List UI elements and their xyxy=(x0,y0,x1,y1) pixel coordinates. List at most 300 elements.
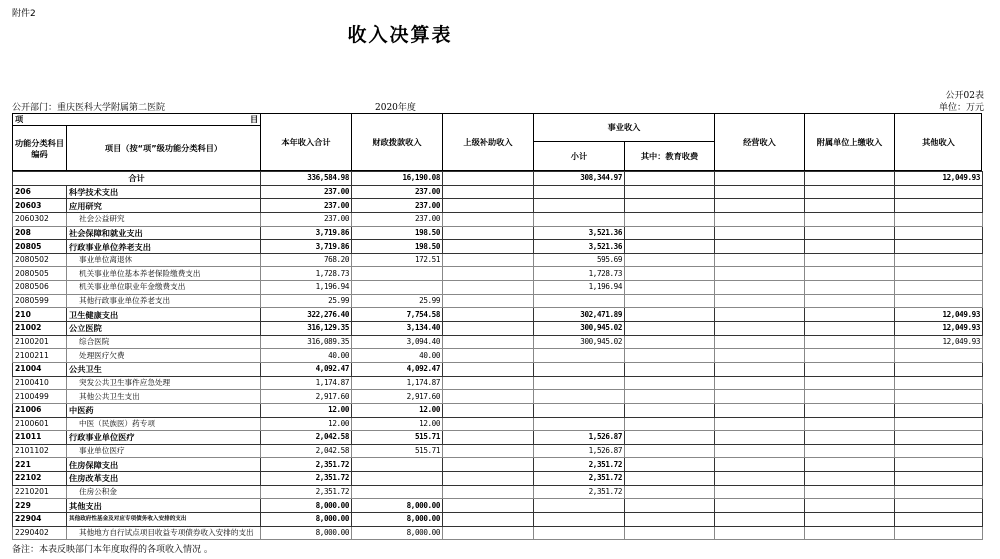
cell-subtotal: 2,351.72 xyxy=(534,485,625,499)
cell-subtotal: 1,196.94 xyxy=(534,281,625,295)
header-item: 项 xyxy=(15,114,24,124)
cell-total: 237.00 xyxy=(261,212,352,226)
cell-other xyxy=(895,212,983,226)
header-other: 其他收入 xyxy=(894,113,982,171)
footnote: 备注：本表反映部门本年度取得的各项收入情况 。 xyxy=(12,545,213,555)
cell-subtotal xyxy=(534,294,625,308)
table-row xyxy=(13,267,983,281)
cell-total: 1,728.73 xyxy=(261,267,352,281)
header-subtotal: 小计 xyxy=(533,141,624,171)
cell-affiliated xyxy=(805,499,895,513)
cell-fiscal: 8,000.00 xyxy=(352,513,443,527)
cell-subsidy xyxy=(443,417,534,431)
cell-operating xyxy=(715,294,805,308)
cell-total: 2,042.58 xyxy=(261,431,352,445)
cell-education xyxy=(625,485,715,499)
table-row xyxy=(13,417,983,431)
cell-education xyxy=(625,199,715,213)
cell-fiscal: 172.51 xyxy=(352,253,443,267)
cell-subsidy xyxy=(443,267,534,281)
table-row xyxy=(13,349,983,363)
cell-code: 20805 xyxy=(13,240,67,254)
cell-name: 公立医院 xyxy=(67,322,261,336)
cell-name: 行政事业单位养老支出 xyxy=(67,240,261,254)
cell-operating xyxy=(715,444,805,458)
cell-operating xyxy=(715,376,805,390)
table-row xyxy=(13,513,983,527)
cell-subtotal xyxy=(534,212,625,226)
cell-subsidy xyxy=(443,431,534,445)
cell-other xyxy=(895,185,983,199)
table-row xyxy=(13,308,983,322)
cell-code: 2080599 xyxy=(13,294,67,308)
cell-affiliated xyxy=(805,322,895,336)
cell-fiscal xyxy=(352,267,443,281)
cell-operating xyxy=(715,322,805,336)
cell-operating xyxy=(715,499,805,513)
header-name: 项目（按“项”级功能分类科目） xyxy=(66,125,260,171)
cell-other xyxy=(895,458,983,472)
cell-other: 12,049.93 xyxy=(895,172,983,186)
cell-name: 住房公积金 xyxy=(67,485,261,499)
cell-operating xyxy=(715,431,805,445)
cell-fiscal: 3,134.40 xyxy=(352,322,443,336)
cell-subtotal xyxy=(534,526,625,540)
cell-subsidy xyxy=(443,199,534,213)
cell-subsidy xyxy=(443,281,534,295)
cell-name: 其他支出 xyxy=(67,499,261,513)
table-row xyxy=(13,362,983,376)
cell-subtotal xyxy=(534,417,625,431)
table-row xyxy=(13,485,983,499)
cell-total: 40.00 xyxy=(261,349,352,363)
cell-name: 社会保障和就业支出 xyxy=(67,226,261,240)
cell-other xyxy=(895,513,983,527)
cell-operating xyxy=(715,212,805,226)
page-title: 收入决算表 xyxy=(347,24,453,46)
cell-other xyxy=(895,444,983,458)
cell-fiscal xyxy=(352,458,443,472)
cell-name: 中医（民族医）药专项 xyxy=(67,417,261,431)
cell-operating xyxy=(715,308,805,322)
cell-education xyxy=(625,281,715,295)
cell-name: 科学技术支出 xyxy=(67,185,261,199)
cell-affiliated xyxy=(805,172,895,186)
cell-education xyxy=(625,212,715,226)
cell-operating xyxy=(715,226,805,240)
cell-affiliated xyxy=(805,240,895,254)
cell-total: 2,351.72 xyxy=(261,458,352,472)
cell-subsidy xyxy=(443,253,534,267)
cell-fiscal xyxy=(352,485,443,499)
cell-fiscal: 1,174.87 xyxy=(352,376,443,390)
cell-fiscal: 198.50 xyxy=(352,240,443,254)
cell-operating xyxy=(715,185,805,199)
cell-total: 12.00 xyxy=(261,417,352,431)
cell-name: 机关事业单位职业年金缴费支出 xyxy=(67,281,261,295)
year-label: 2020年度 xyxy=(375,103,416,113)
cell-other xyxy=(895,294,983,308)
cell-other xyxy=(895,253,983,267)
cell-operating xyxy=(715,349,805,363)
cell-other xyxy=(895,417,983,431)
cell-other xyxy=(895,403,983,417)
attachment-label: 附件2 xyxy=(12,9,36,19)
table-row xyxy=(13,526,983,540)
cell-code: 2290402 xyxy=(13,526,67,540)
cell-operating xyxy=(715,390,805,404)
cell-fiscal: 198.50 xyxy=(352,226,443,240)
cell-subtotal xyxy=(534,199,625,213)
cell-operating xyxy=(715,199,805,213)
cell-operating xyxy=(715,362,805,376)
cell-subsidy xyxy=(443,390,534,404)
cell-code: 229 xyxy=(13,499,67,513)
cell-total: 1,174.87 xyxy=(261,376,352,390)
cell-education xyxy=(625,335,715,349)
cell-education xyxy=(625,267,715,281)
cell-other xyxy=(895,376,983,390)
cell-total: 12.00 xyxy=(261,403,352,417)
cell-other xyxy=(895,431,983,445)
cell-total: 768.20 xyxy=(261,253,352,267)
cell-education xyxy=(625,294,715,308)
table-row xyxy=(13,253,983,267)
cell-fiscal: 237.00 xyxy=(352,185,443,199)
cell-subsidy xyxy=(443,458,534,472)
cell-education xyxy=(625,403,715,417)
cell-affiliated xyxy=(805,417,895,431)
cell-fiscal: 12.00 xyxy=(352,417,443,431)
cell-other xyxy=(895,472,983,486)
cell-affiliated xyxy=(805,485,895,499)
cell-code: 210 xyxy=(13,308,67,322)
cell-other xyxy=(895,281,983,295)
cell-code: 2101102 xyxy=(13,444,67,458)
cell-fiscal: 7,754.58 xyxy=(352,308,443,322)
cell-other xyxy=(895,240,983,254)
cell-subtotal xyxy=(534,185,625,199)
cell-code: 206 xyxy=(13,185,67,199)
cell-fiscal: 515.71 xyxy=(352,431,443,445)
cell-total: 1,196.94 xyxy=(261,281,352,295)
cell-education xyxy=(625,376,715,390)
cell-fiscal: 40.00 xyxy=(352,349,443,363)
cell-education xyxy=(625,322,715,336)
cell-name: 应用研究 xyxy=(67,199,261,213)
cell-fiscal: 2,917.60 xyxy=(352,390,443,404)
cell-fiscal: 12.00 xyxy=(352,403,443,417)
cell-code: 2100410 xyxy=(13,376,67,390)
cell-subtotal: 308,344.97 xyxy=(534,172,625,186)
cell-subtotal xyxy=(534,349,625,363)
cell-operating xyxy=(715,281,805,295)
table-row xyxy=(13,403,983,417)
cell-name: 社会公益研究 xyxy=(67,212,261,226)
cell-subsidy xyxy=(443,349,534,363)
table-row xyxy=(13,226,983,240)
cell-subtotal xyxy=(534,513,625,527)
cell-affiliated xyxy=(805,199,895,213)
cell-code: 20603 xyxy=(13,199,67,213)
cell-name: 其他地方自行试点项目收益专项债券收入安排的支出 xyxy=(67,526,261,540)
cell-education xyxy=(625,240,715,254)
cell-affiliated xyxy=(805,362,895,376)
cell-code: 2100211 xyxy=(13,349,67,363)
cell-name: 综合医院 xyxy=(67,335,261,349)
cell-subtotal xyxy=(534,499,625,513)
cell-affiliated xyxy=(805,390,895,404)
cell-total: 322,276.40 xyxy=(261,308,352,322)
cell-education xyxy=(625,513,715,527)
cell-total: 2,917.60 xyxy=(261,390,352,404)
cell-code: 221 xyxy=(13,458,67,472)
cell-affiliated xyxy=(805,472,895,486)
cell-operating xyxy=(715,240,805,254)
cell-education xyxy=(625,226,715,240)
cell-subtotal: 3,521.36 xyxy=(534,226,625,240)
unit-label: 单位：万元 xyxy=(938,103,984,113)
cell-total: 316,089.35 xyxy=(261,335,352,349)
cell-affiliated xyxy=(805,294,895,308)
table-row xyxy=(13,458,983,472)
cell-fiscal: 515.71 xyxy=(352,444,443,458)
cell-other xyxy=(895,485,983,499)
cell-code: 22904 xyxy=(13,513,67,527)
cell-fiscal: 8,000.00 xyxy=(352,499,443,513)
header-career: 事业收入 xyxy=(533,113,714,141)
cell-subsidy xyxy=(443,444,534,458)
table-row xyxy=(13,390,983,404)
cell-affiliated xyxy=(805,431,895,445)
cell-other xyxy=(895,499,983,513)
cell-affiliated xyxy=(805,185,895,199)
cell-code: 2100201 xyxy=(13,335,67,349)
cell-subtotal: 2,351.72 xyxy=(534,472,625,486)
cell-subsidy xyxy=(443,322,534,336)
income-table xyxy=(12,171,983,540)
table-row xyxy=(13,499,983,513)
cell-subtotal: 3,521.36 xyxy=(534,240,625,254)
cell-subsidy xyxy=(443,226,534,240)
cell-education xyxy=(625,458,715,472)
cell-code: 2080506 xyxy=(13,281,67,295)
cell-name: 处理医疗欠费 xyxy=(67,349,261,363)
cell-affiliated xyxy=(805,308,895,322)
cell-total: 2,042.58 xyxy=(261,444,352,458)
department-label: 公开部门：重庆医科大学附属第二医院 xyxy=(12,103,166,113)
cell-subsidy xyxy=(443,485,534,499)
cell-fiscal: 237.00 xyxy=(352,199,443,213)
table-row xyxy=(13,212,983,226)
cell-affiliated xyxy=(805,349,895,363)
cell-fiscal: 4,092.47 xyxy=(352,362,443,376)
cell-affiliated xyxy=(805,513,895,527)
cell-total: 4,092.47 xyxy=(261,362,352,376)
cell-total: 8,000.00 xyxy=(261,499,352,513)
cell-subsidy xyxy=(443,335,534,349)
cell-affiliated xyxy=(805,253,895,267)
cell-total: 3,719.86 xyxy=(261,226,352,240)
cell-fiscal: 16,190.08 xyxy=(352,172,443,186)
cell-subsidy xyxy=(443,526,534,540)
cell-operating xyxy=(715,417,805,431)
table-row xyxy=(13,322,983,336)
cell-name: 其他行政事业单位养老支出 xyxy=(67,294,261,308)
cell-other: 12,049.93 xyxy=(895,308,983,322)
cell-name: 中医药 xyxy=(67,403,261,417)
cell-education xyxy=(625,172,715,186)
cell-other: 12,049.93 xyxy=(895,322,983,336)
cell-education xyxy=(625,390,715,404)
table-header xyxy=(12,113,982,171)
cell-code: 2080505 xyxy=(13,267,67,281)
cell-other xyxy=(895,526,983,540)
cell-subsidy xyxy=(443,212,534,226)
cell-name: 突发公共卫生事件应急处理 xyxy=(67,376,261,390)
cell-code: 2080502 xyxy=(13,253,67,267)
header-fiscal: 财政拨款收入 xyxy=(351,113,442,171)
cell-fiscal xyxy=(352,281,443,295)
cell-operating xyxy=(715,172,805,186)
cell-code: 2060302 xyxy=(13,212,67,226)
table-row xyxy=(13,199,983,213)
cell-other xyxy=(895,267,983,281)
table-row xyxy=(13,444,983,458)
cell-operating xyxy=(715,403,805,417)
cell-name: 合计 xyxy=(13,172,261,186)
cell-education xyxy=(625,417,715,431)
table-row xyxy=(13,240,983,254)
cell-subsidy xyxy=(443,294,534,308)
cell-total: 316,129.35 xyxy=(261,322,352,336)
cell-name: 公共卫生 xyxy=(67,362,261,376)
cell-name: 其他政府性基金及对应专项债务收入安排的支出 xyxy=(67,513,261,527)
cell-subtotal xyxy=(534,362,625,376)
cell-education xyxy=(625,444,715,458)
cell-name: 事业单位医疗 xyxy=(67,444,261,458)
table-row xyxy=(13,185,983,199)
cell-code: 21002 xyxy=(13,322,67,336)
cell-subsidy xyxy=(443,403,534,417)
cell-affiliated xyxy=(805,281,895,295)
cell-subsidy xyxy=(443,376,534,390)
cell-total: 237.00 xyxy=(261,199,352,213)
cell-affiliated xyxy=(805,403,895,417)
cell-code: 2210201 xyxy=(13,485,67,499)
cell-total: 2,351.72 xyxy=(261,472,352,486)
cell-total: 3,719.86 xyxy=(261,240,352,254)
table-row xyxy=(13,294,983,308)
cell-other xyxy=(895,349,983,363)
form-number: 公开02表 xyxy=(945,91,984,101)
cell-operating xyxy=(715,253,805,267)
cell-subtotal: 300,945.02 xyxy=(534,335,625,349)
cell-subtotal: 300,945.02 xyxy=(534,322,625,336)
header-item-cell xyxy=(12,113,260,125)
cell-subtotal: 1,526.87 xyxy=(534,431,625,445)
table-row xyxy=(13,281,983,295)
cell-operating xyxy=(715,267,805,281)
cell-total: 8,000.00 xyxy=(261,526,352,540)
cell-subtotal: 2,351.72 xyxy=(534,458,625,472)
cell-education xyxy=(625,349,715,363)
header-affiliated: 附属单位上缴收入 xyxy=(804,113,894,171)
header-total: 本年收入合计 xyxy=(260,113,351,171)
cell-code: 21004 xyxy=(13,362,67,376)
cell-name: 事业单位离退休 xyxy=(67,253,261,267)
cell-other xyxy=(895,362,983,376)
cell-subtotal: 1,728.73 xyxy=(534,267,625,281)
cell-subsidy xyxy=(443,513,534,527)
cell-subtotal: 302,471.89 xyxy=(534,308,625,322)
cell-affiliated xyxy=(805,376,895,390)
cell-name: 行政事业单位医疗 xyxy=(67,431,261,445)
cell-total: 8,000.00 xyxy=(261,513,352,527)
cell-affiliated xyxy=(805,226,895,240)
cell-operating xyxy=(715,513,805,527)
cell-subtotal xyxy=(534,403,625,417)
table-row xyxy=(13,431,983,445)
cell-education xyxy=(625,362,715,376)
cell-education xyxy=(625,185,715,199)
cell-subsidy xyxy=(443,308,534,322)
cell-education xyxy=(625,499,715,513)
header-mu: 目 xyxy=(250,114,259,124)
cell-fiscal xyxy=(352,472,443,486)
cell-subsidy xyxy=(443,240,534,254)
cell-name: 机关事业单位基本养老保险缴费支出 xyxy=(67,267,261,281)
header-subsidy: 上级补助收入 xyxy=(442,113,533,171)
cell-code: 21011 xyxy=(13,431,67,445)
cell-name: 住房改革支出 xyxy=(67,472,261,486)
cell-other xyxy=(895,199,983,213)
cell-subsidy xyxy=(443,499,534,513)
cell-affiliated xyxy=(805,212,895,226)
cell-subsidy xyxy=(443,472,534,486)
cell-operating xyxy=(715,472,805,486)
cell-operating xyxy=(715,485,805,499)
cell-subtotal xyxy=(534,376,625,390)
table-row xyxy=(13,472,983,486)
cell-subtotal: 595.69 xyxy=(534,253,625,267)
cell-operating xyxy=(715,335,805,349)
cell-subsidy xyxy=(443,185,534,199)
cell-affiliated xyxy=(805,458,895,472)
cell-code: 208 xyxy=(13,226,67,240)
cell-operating xyxy=(715,526,805,540)
cell-affiliated xyxy=(805,526,895,540)
table-row xyxy=(13,376,983,390)
cell-total: 237.00 xyxy=(261,185,352,199)
cell-subtotal xyxy=(534,390,625,404)
cell-code: 22102 xyxy=(13,472,67,486)
header-operating: 经营收入 xyxy=(714,113,804,171)
cell-total: 25.99 xyxy=(261,294,352,308)
cell-affiliated xyxy=(805,267,895,281)
cell-operating xyxy=(715,458,805,472)
cell-education xyxy=(625,431,715,445)
cell-other: 12,049.93 xyxy=(895,335,983,349)
cell-name: 其他公共卫生支出 xyxy=(67,390,261,404)
cell-affiliated xyxy=(805,335,895,349)
cell-code: 2100499 xyxy=(13,390,67,404)
cell-subsidy xyxy=(443,362,534,376)
cell-education xyxy=(625,308,715,322)
cell-fiscal: 8,000.00 xyxy=(352,526,443,540)
cell-education xyxy=(625,526,715,540)
cell-education xyxy=(625,472,715,486)
